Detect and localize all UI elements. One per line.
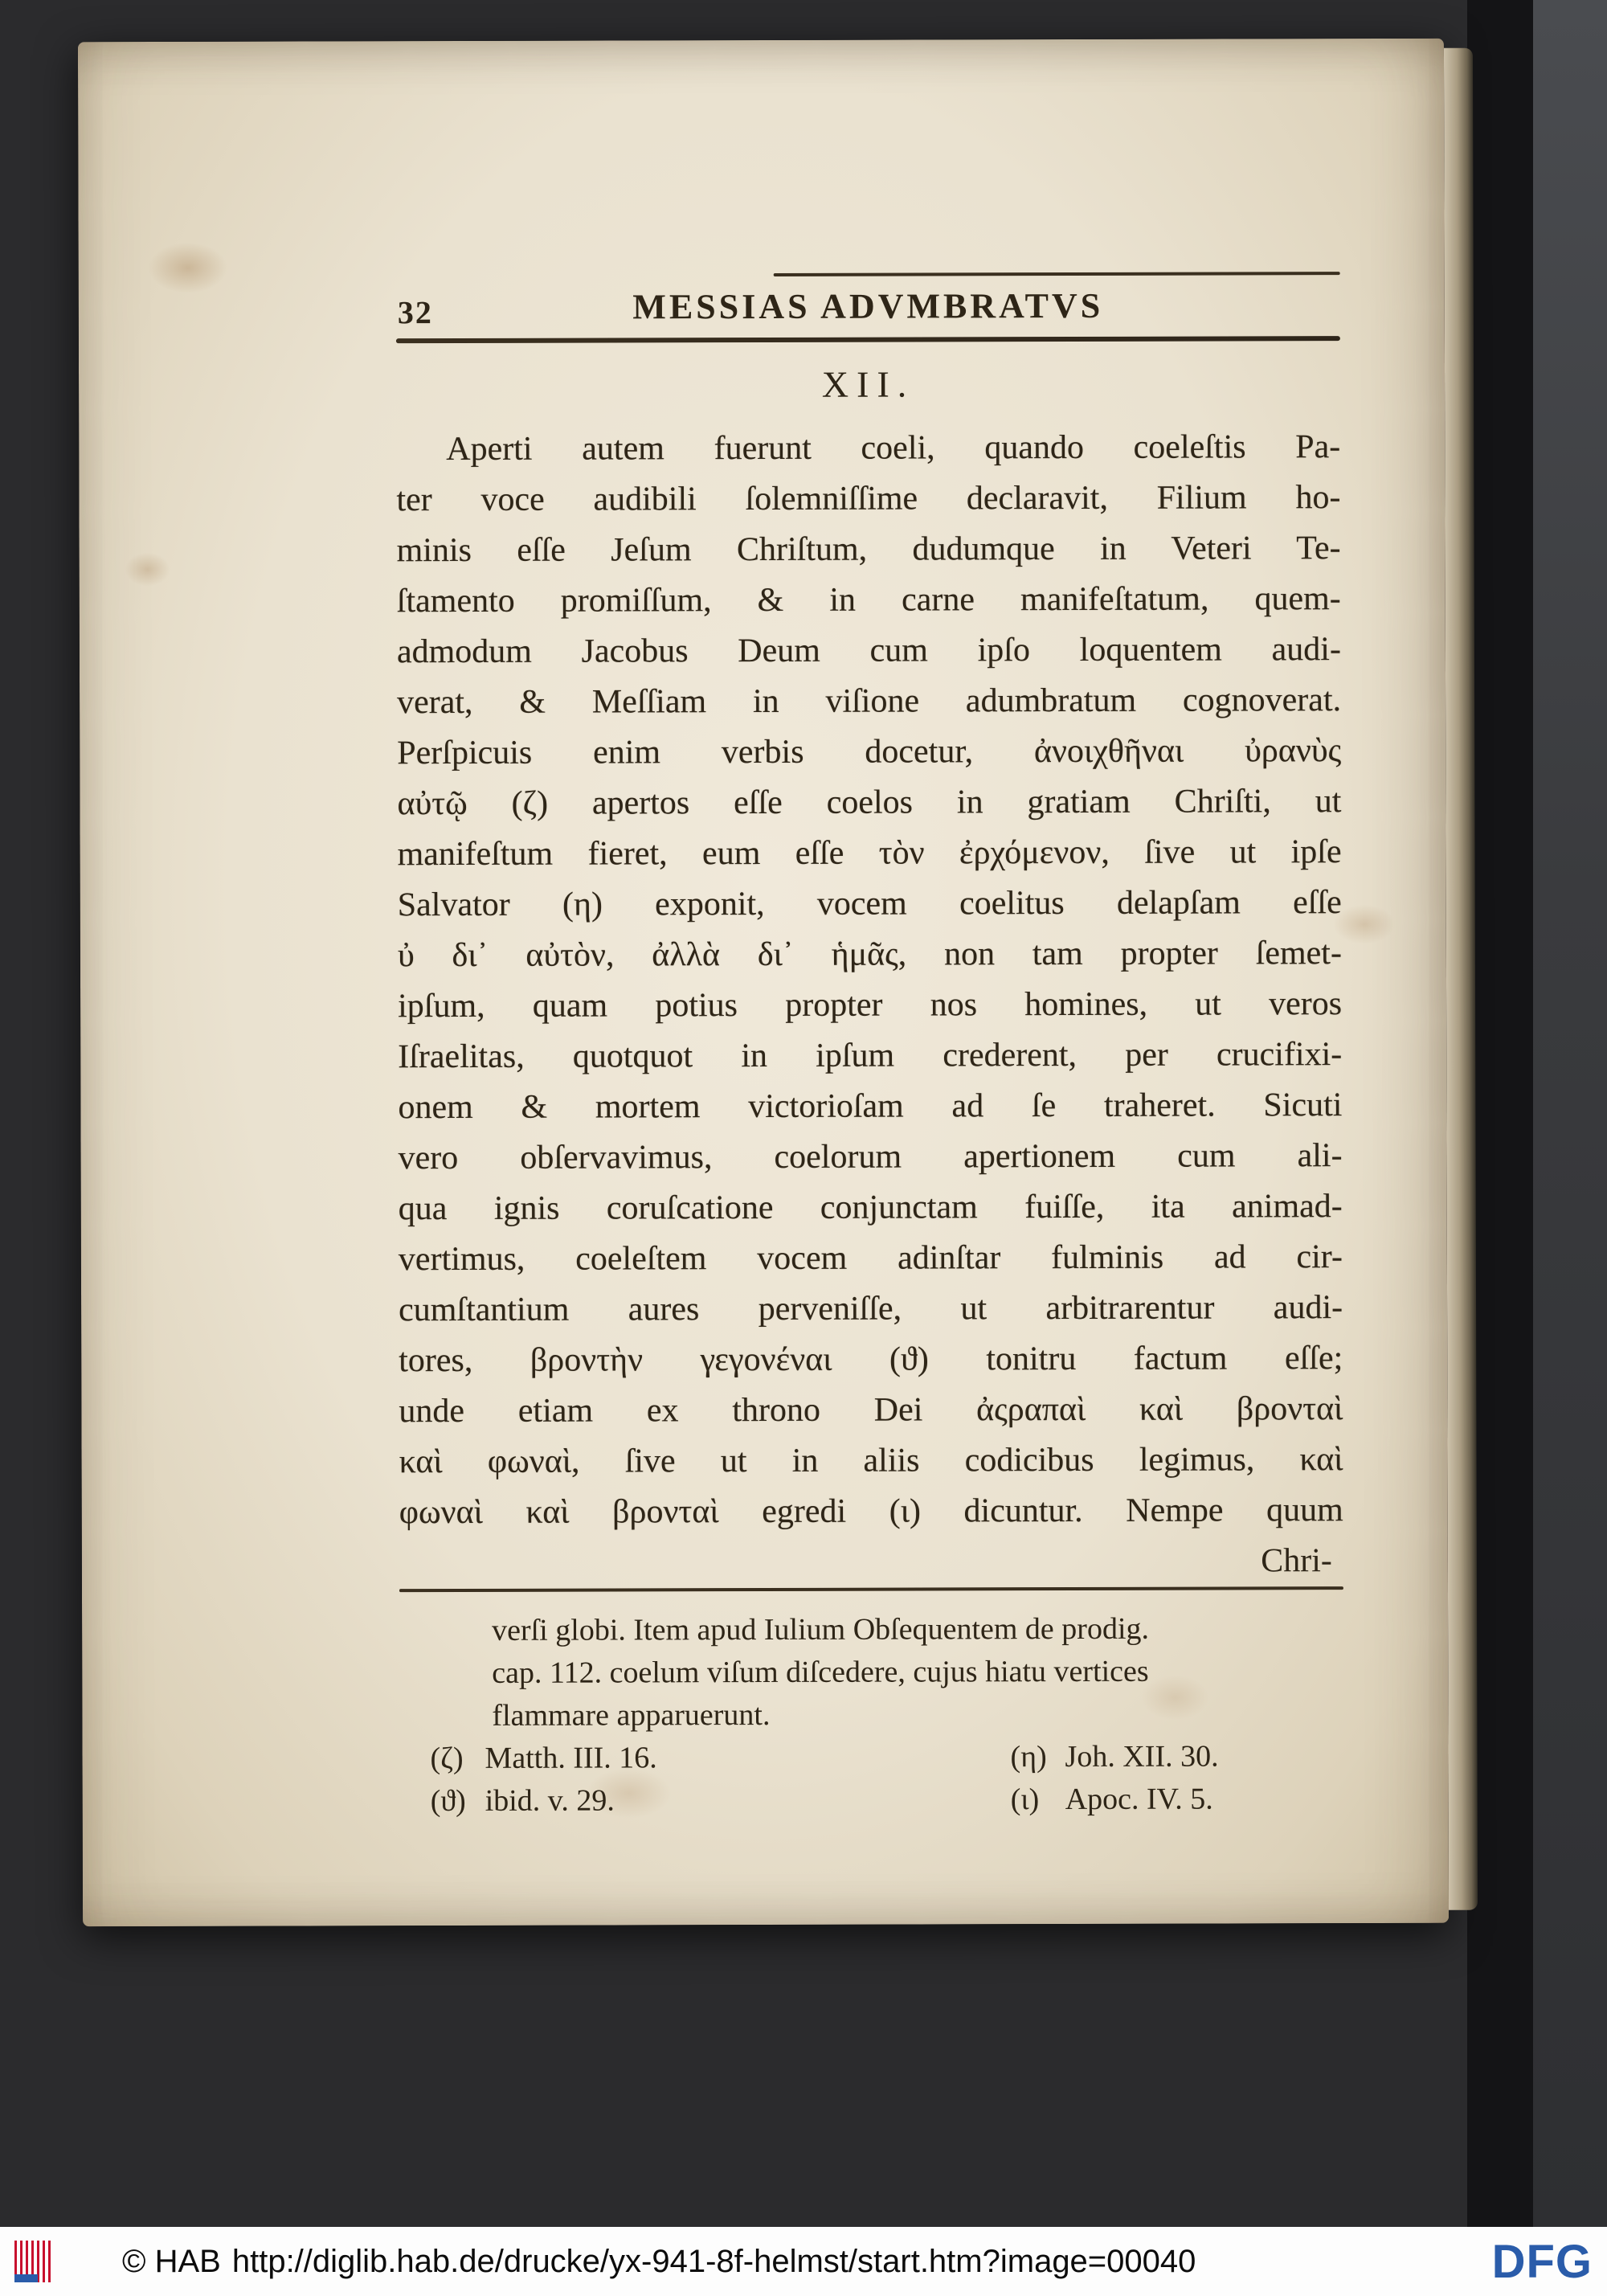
footnote-ref <box>1011 1778 1344 1821</box>
footnote-ref-text: ibid. v. 29. <box>485 1783 615 1818</box>
copyright-label: © HAB <box>122 2243 221 2279</box>
body-line: vertimus, coeleſtem vocem adinſtar fulminis ad cir- <box>398 1238 1343 1279</box>
body-line: Perſpicuis enim verbis docetur, ἀνοιχθῆναι ὐρανὺς <box>397 732 1342 772</box>
footnote-line: verſi globi. Item apud Iulium Obſequentem de prodig. <box>492 1611 1150 1647</box>
body-text <box>396 422 1343 1589</box>
footnote-ref <box>430 1736 1010 1780</box>
footnote-ref-text: Matth. III. 16. <box>485 1741 657 1775</box>
footnote-marker: (η) <box>1010 1740 1047 1774</box>
text-block <box>396 272 1344 1823</box>
body-line: cumſtantium aures perveniſſe, ut arbitrarentur audi- <box>399 1289 1343 1329</box>
footnote-marker: (ι) <box>1010 1782 1040 1817</box>
body-line: onem & mortem victorioſam ad ſe traheret. Sicuti <box>398 1087 1343 1127</box>
running-header: MESSIAS ADVMBRATVS <box>632 285 1104 327</box>
body-line: ipſum, quam potius propter nos homines, ut veros <box>398 985 1343 1025</box>
footnote-ref <box>1010 1735 1343 1778</box>
source-url: http://diglib.hab.de/drucke/yx-941-8f-helmst/start.htm?image=00040 <box>231 2243 1196 2279</box>
scanner-background-strip <box>1533 0 1607 2227</box>
footnote-continuation <box>399 1607 1343 1737</box>
header-rule-bottom <box>396 336 1340 343</box>
dfg-logo: DFG <box>1491 2235 1593 2288</box>
footnote-ref-text: Apoc. IV. 5. <box>1065 1782 1213 1817</box>
header-rule-top <box>774 272 1340 276</box>
body-line: unde etiam ex throno Dei ἀςραπαὶ καὶ βρονταὶ <box>399 1390 1343 1430</box>
footnote-ref-text: Joh. XII. 30. <box>1065 1739 1219 1774</box>
footnote-marker: (ϑ) <box>430 1783 466 1819</box>
body-line: καὶ φωναὶ, ſive ut in aliis codicibus legimus, καὶ <box>399 1441 1343 1481</box>
body-line: minis eſſe Jeſum Chriſtum, dudumque in Veteri Te- <box>396 530 1341 570</box>
body-line: qua ignis coruſcatione conjunctam fuiſſe, ita animad- <box>398 1188 1343 1228</box>
section-heading: XII. <box>821 363 915 405</box>
body-line: admodum Jacobus Deum cum ipſo loquentem audi- <box>396 631 1341 671</box>
book-page <box>78 39 1449 1926</box>
page-stack-fore-edge <box>1444 48 1478 1910</box>
body-line: ſtamento promiſſum, & in carne manifeſtatum, quem- <box>396 580 1341 620</box>
hab-barcode-logo-icon <box>14 2241 51 2282</box>
attribution-bar <box>0 2227 1607 2296</box>
running-header-row <box>396 284 1340 332</box>
body-line: Aperti autem fuerunt coeli, quando coeleſtis Pa- <box>446 428 1341 469</box>
body-line: φωναὶ καὶ βρονταὶ egredi (ι) dicuntur. Nempe quum <box>399 1492 1343 1532</box>
body-line: verat, & Meſſiam in viſione adumbratum cognoverat. <box>397 681 1342 722</box>
body-line: ὐ δι᾽ αὐτὸν, ἀλλὰ δι᾽ ἡμᾶς, non tam propter ſemet- <box>397 935 1342 975</box>
footnote-ref <box>431 1778 1011 1823</box>
body-line: tores, βροντὴν γεγονέναι (ϑ) tonitru factum eſſe; <box>399 1340 1343 1380</box>
footnote-line: flammare apparuerunt. <box>492 1697 771 1733</box>
body-line: Salvator (η) exponit, vocem coelitus delapſam eſſe <box>397 884 1342 924</box>
catchword: Chri- <box>1261 1542 1332 1580</box>
footnote-row <box>430 1735 1343 1780</box>
page-number: 32 <box>397 294 433 331</box>
body-line: vero obſervavimus, coelorum apertionem cum ali- <box>398 1137 1343 1177</box>
footnote-marker: (ζ) <box>430 1741 464 1776</box>
footnote-line: cap. 112. coelum viſum diſcedere, cujus hiatu vertices <box>492 1654 1149 1690</box>
footnote-references <box>399 1735 1343 1823</box>
footnote-row <box>431 1778 1344 1823</box>
body-line: manifeſtum fieret, eum eſſe τὸν ἐρχόμενον, ſive ut ipſe <box>397 833 1342 874</box>
body-line: αὐτῷ (ζ) apertos eſſe coelos in gratiam Chriſti, ut <box>397 783 1342 823</box>
attribution-text <box>122 2244 1196 2280</box>
body-line: ter voce audibili ſolemniſſime declaravit, Filium ho- <box>396 479 1341 519</box>
body-line: Iſraelitas, quotquot in ipſum crederent, per crucifixi- <box>398 1036 1343 1076</box>
